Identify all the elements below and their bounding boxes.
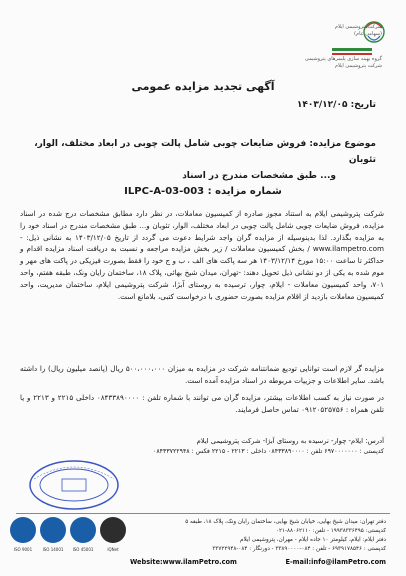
notice-title: آگهی تجدید مزایده عمومی <box>131 80 275 93</box>
footer-tehran-contact: کدپستی: ۱۹۹۳۸۳۳۶۴۹۵ - تلفن: ۸۸۰۶۲۱۱۰-۰۲۱ <box>275 528 386 534</box>
footer-website-link[interactable]: Website:www.ilamPetro.com <box>130 558 237 566</box>
auction-number: شماره مزایده : ILPC-A-03-003 <box>124 186 282 197</box>
cert-label-iso9001: ISO 9001 <box>13 547 33 552</box>
cert-iqnet-icon <box>100 517 126 543</box>
footer-divider <box>16 513 390 514</box>
cert-label-iqnet: IQNet <box>107 547 119 552</box>
footer-tehran-address: دفتر تهران: میدان شیخ بهایی، خیابان شیخ بهایی، ساختمان رایان ونک، پلاک ۱۸، طبقه ۵ <box>185 519 386 525</box>
cert-iso9001-icon <box>10 517 36 543</box>
logo-line-4: شرکت پتروشیمی ایلام <box>334 63 382 69</box>
cert-iso45001-icon <box>70 517 96 543</box>
auction-subject <box>26 136 376 184</box>
logo-line-3: گروه بهینه سازی پلیمرهای پتروشیمی <box>304 56 382 62</box>
cert-iso14001-icon <box>40 517 66 543</box>
contact-address: آدرس: ایلام- چوار- نرسیده به روستای آبژا- شرکت پتروشیمی ایلام <box>196 437 384 445</box>
cert-label-iso14001: ISO 14001 <box>42 547 64 552</box>
footer-ilam-contact: کدپستی : ۶۹۳۹۱۷۸۵۴۶ - تلفن : ۰۸۴-۳۳۸۹۰۰۰۰ - دورنگار : ۰۸۴-۳۳۷۲۲۹۴۸ <box>212 546 386 552</box>
subject-line-1: موضوع مزایده: فروش ضایعات چوبی شامل پالت چوبی در ابعاد مختلف، الوار، تئوبان <box>34 139 376 165</box>
company-stamp <box>28 459 120 515</box>
footer-links <box>130 558 386 566</box>
paragraph-guarantee: مزایده گر لازم است توانایی تودیع ضمانتنامه شرکت در مزایده به میزان ۵۰۰،۰۰۰،۰۰۰ ریال (پانصد میلیون ریال) را داشته باشد. سایر اطلاعات و جزییات مربوطه در اسناد مزایده آمده است. <box>20 364 384 385</box>
cert-label-iso45001: ISO 45001 <box>72 547 94 552</box>
subject-line-2: و... طبق مشخصات مندرج در اسناد <box>182 171 336 181</box>
stamp-seal <box>28 459 120 511</box>
footer-email-link[interactable]: E-mail:info@ilamPetro.com <box>285 558 386 566</box>
notice-date: تاریخ: ۱۴۰۳/۱۲/۰۵ <box>296 100 376 110</box>
logo-line-2: (سهامی عام) <box>354 31 382 37</box>
logo-line-1: شرکت پتروشیمی ایلام <box>334 24 382 30</box>
certification-logos <box>10 517 130 569</box>
company-logo <box>262 14 394 72</box>
footer-ilam-address: دفتر ایلام: ایلام، کیلومتر ۱۰ جاده ایلام - مهران، پتروشیمی ایلام <box>240 537 386 543</box>
paragraph-contact: در صورت نیاز به کسب اطلاعات بیشتر، مزایده گران می توانند با شماره تلفن : ۰۸۴۳۳۸۹۰۰۰۰ داخلی ۲۲۱۵ و ۲۲۱۳ و یا تلفن همراه : ۰۹۱۲۰۵۲۵۷۵۶ تماس حاصل فرمایند. <box>20 393 384 414</box>
contact-phones: کدپستی : ۶۹۷۰۰۰۰۰۰۰ تلفن : ۰۸۴۳۳۸۹۰۰۰۰ داخلی : ۲۲۱۳ - ۲۲۱۵ فکس : ۰۸۴۳۳۷۲۲۹۴۸ <box>153 448 384 455</box>
paragraph-invitation: شرکت پتروشیمی ایلام به استناد مجوز صادره از کمیسیون معاملات، در نظر دارد مطابق مشخصات درج شده در اسناد مزایده، فروش ضایعات چوبی شامل پالت چوبی در ابعاد مختلف، الوار، تئوبان و... طبق مشخصات مندرج در اسناد خود را به مزایده بگذارد. لذا بدینوسیله از مزایده گران واجد شرایط دعوت می گردد از تاریخ ۱۴۰۳/۱۲/۰۵ به نشانی ذیل: - www.ilampetro.com / بخش کمیسیون معاملات / زیر بخش مزایده مراجعه و نسبت به دریافت اسناد مزایده اقدام و حداکثر تا ساعت ۱۵:۰۰ مورخ ۱۴۰۳/۱۲/۱۴ هر سه پاکت های الف ، ب و ج خود را فقط بصورت فیزیکی در پاکت های مهر و موم شده به یکی از دو نشانی ذیل تحویل دهند: -تهران، میدان شیخ بهائی، پلاک ۱۸، ساختمان رایان ونک، طبقه هفتم، واحد ۷۰۱، واحد کمیسیون معاملات - ایلام، چوار، ترسیده به روستای آبژا، شرکت پتروشیمی ایلام، ساختمان مدیریت، واحد کمیسیون معاملات بازدید از اقلام مزایده بصورت حضوری با درخواست کتبی، بلامانع است. <box>20 209 384 301</box>
